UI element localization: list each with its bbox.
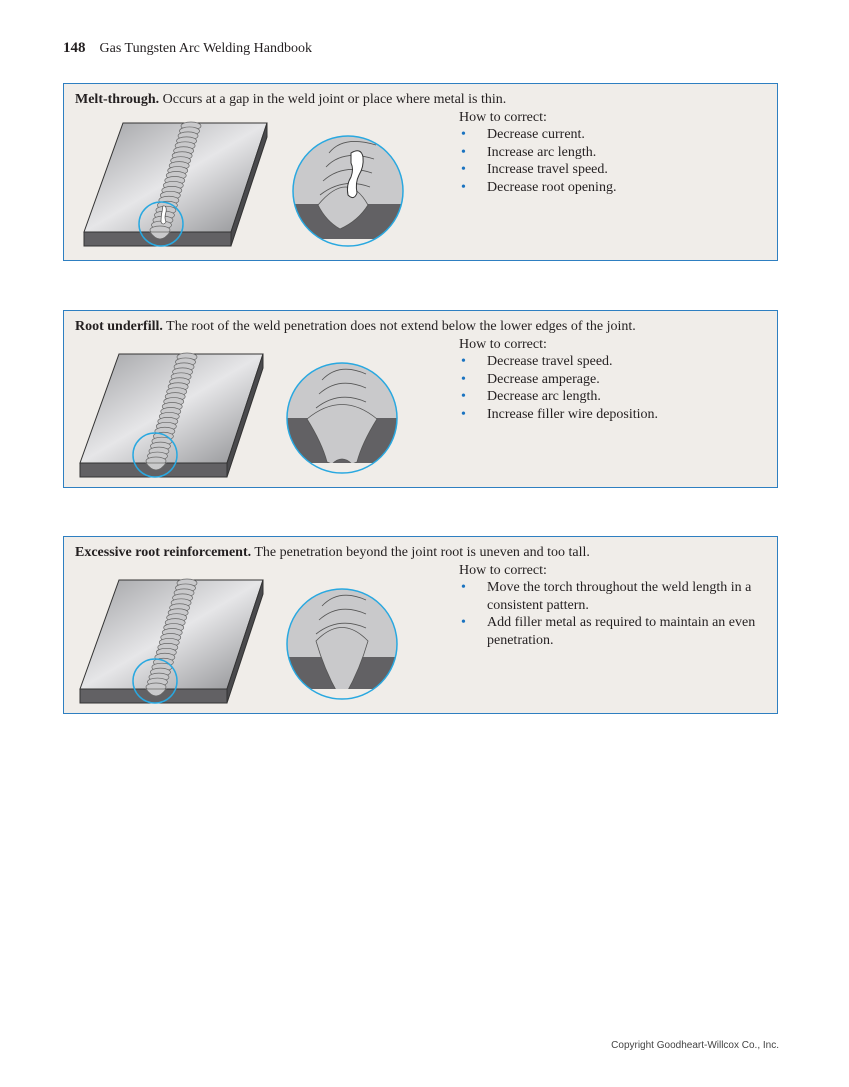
defect-description: The root of the weld penetration does not extend below the lower edges of the joint.: [162, 319, 636, 334]
defect-panel-melt: [63, 83, 778, 261]
fix-item-text: Increase arc length.: [487, 144, 597, 160]
fix-item-text: Add filler metal as required to maintain an even penetration.: [487, 615, 756, 648]
fix-item-text: Decrease arc length.: [487, 389, 601, 405]
book-title: Gas Tungsten Arc Welding Handbook: [99, 41, 313, 56]
bullet-icon: •: [461, 144, 466, 160]
fix-item: [459, 388, 774, 405]
how-to-correct-label: How to correct:: [459, 563, 547, 578]
how-to-correct: [459, 562, 774, 649]
fix-list: [459, 353, 774, 423]
defect-title: [75, 319, 636, 335]
weld-illustration: [64, 537, 484, 715]
how-to-correct-label: How to correct:: [459, 337, 547, 352]
fix-item: [459, 406, 774, 423]
defect-term: Root underfill.: [75, 319, 163, 334]
weld-illustration: [64, 84, 484, 262]
defect-title: [75, 92, 506, 108]
fix-item: [459, 126, 774, 143]
defect-term: Melt-through.: [75, 92, 160, 107]
fix-item: [459, 371, 774, 388]
copyright: Copyright Goodheart-Willcox Co., Inc.: [611, 1040, 779, 1051]
how-to-correct: [459, 336, 774, 423]
fix-item: [459, 353, 774, 370]
fix-item: [459, 579, 774, 614]
defect-term: Excessive root reinforcement.: [75, 545, 252, 560]
bullet-icon: •: [461, 162, 466, 178]
fix-item: [459, 179, 774, 196]
defect-panel-underfill: [63, 310, 778, 488]
defect-panel-excess: [63, 536, 778, 714]
fix-list: [459, 579, 774, 649]
fix-item-text: Decrease travel speed.: [487, 354, 613, 370]
fix-item-text: Decrease root opening.: [487, 179, 617, 195]
bullet-icon: •: [461, 580, 466, 596]
how-to-correct-label: How to correct:: [459, 110, 547, 125]
bullet-icon: •: [461, 127, 466, 143]
weld-illustration: [64, 311, 484, 489]
detail-magnified-view: [282, 581, 402, 709]
fix-item: [459, 614, 774, 649]
fix-item-text: Move the torch throughout the weld length in a consistent pattern.: [487, 580, 752, 613]
page-number: 148: [63, 40, 86, 56]
how-to-correct: [459, 109, 774, 196]
fix-item-text: Increase filler wire deposition.: [487, 406, 659, 422]
bullet-icon: •: [461, 179, 466, 195]
defect-description: Occurs at a gap in the weld joint or place where metal is thin.: [159, 92, 507, 107]
fix-item-text: Increase travel speed.: [487, 162, 608, 178]
fix-item-text: Decrease current.: [487, 127, 585, 143]
bullet-icon: •: [461, 389, 466, 405]
defect-description: The penetration beyond the joint root is uneven and too tall.: [251, 545, 590, 560]
bullet-icon: •: [461, 406, 466, 422]
detail-magnified-view: [288, 131, 408, 251]
bullet-icon: •: [461, 354, 466, 370]
fix-item-text: Decrease amperage.: [487, 371, 600, 387]
fix-list: [459, 126, 774, 196]
defect-title: [75, 545, 590, 561]
fix-item: [459, 161, 774, 178]
bullet-icon: •: [461, 371, 466, 387]
bullet-icon: •: [461, 615, 466, 631]
running-header: [63, 40, 312, 57]
fix-item: [459, 144, 774, 161]
detail-magnified-view: [282, 355, 402, 483]
